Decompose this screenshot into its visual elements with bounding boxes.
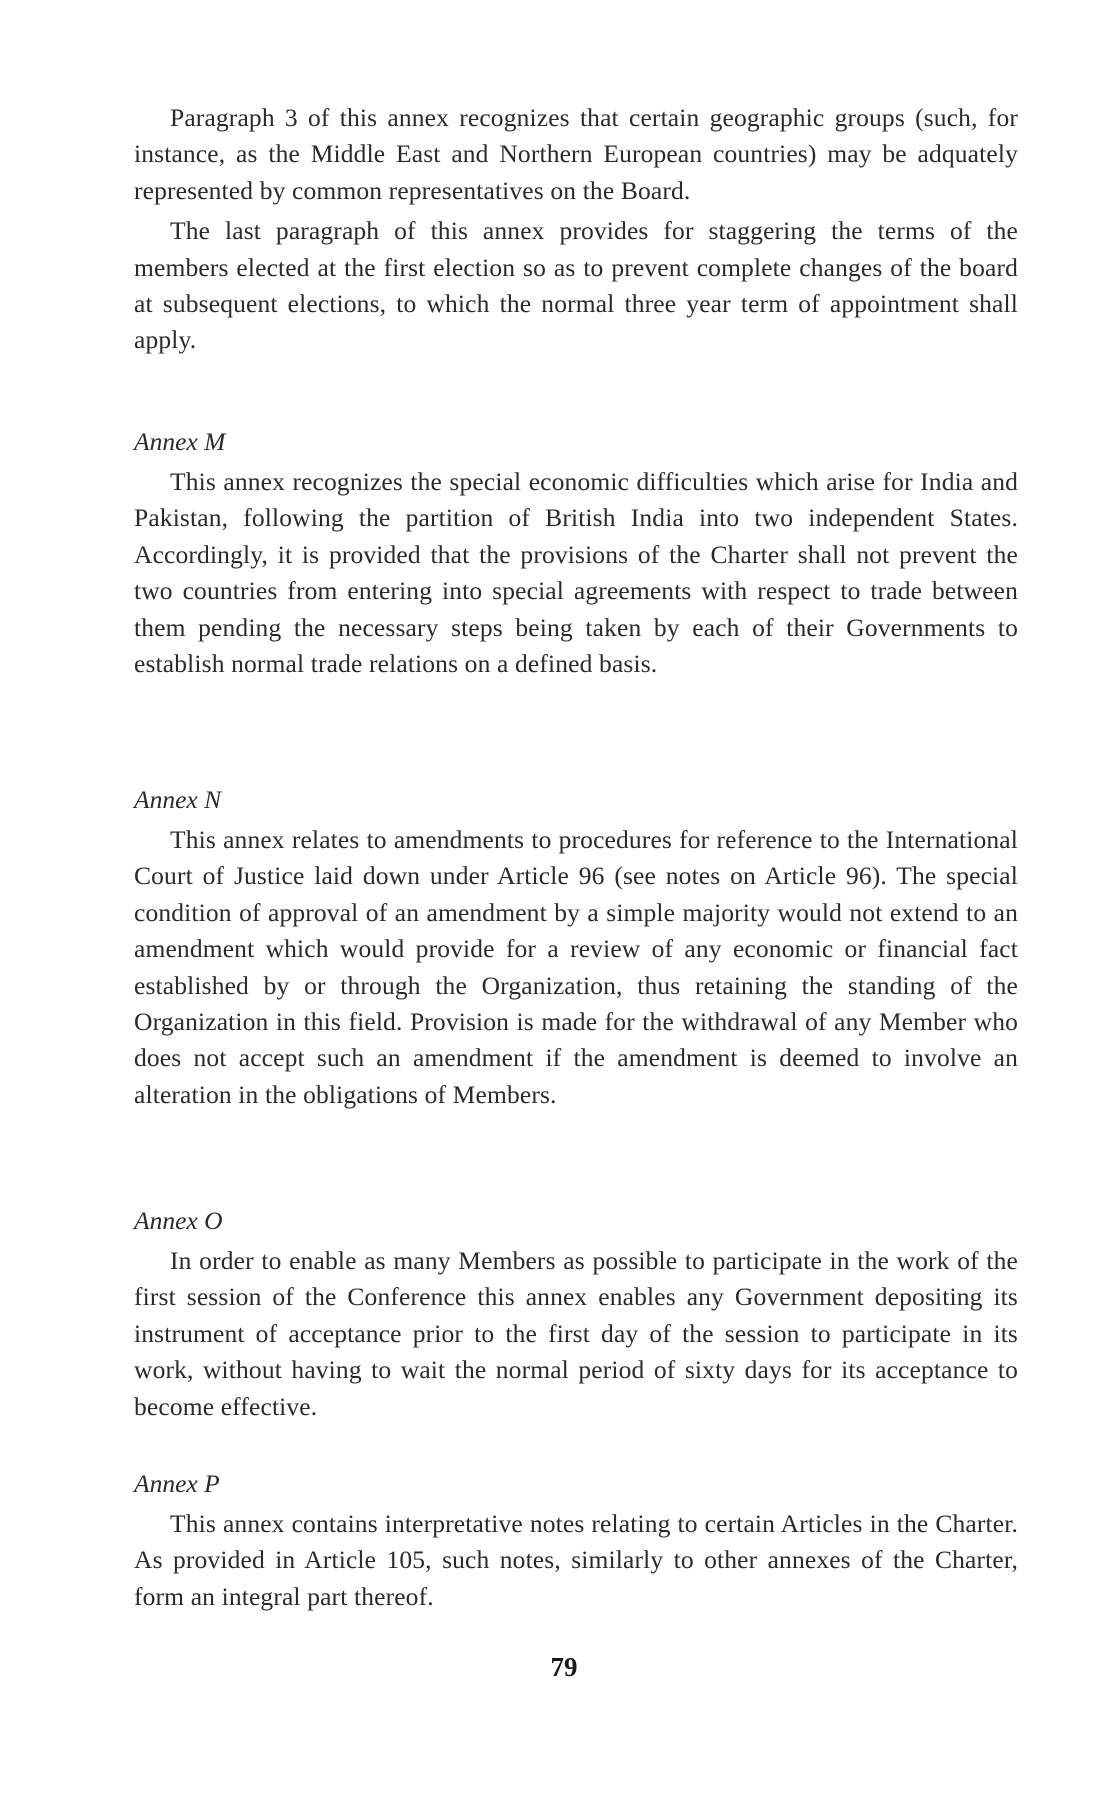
annex-o-heading: Annex O [134,1206,223,1235]
annex-m-section [134,424,1018,682]
annex-o-section [134,1203,1018,1425]
annex-p-text: This annex contains interpretative notes relating to certain Articles in the Charter. As provided in Article 105, such notes, similarly to other annexes of the Charter, form an integral part thereof. [134,1509,1018,1611]
annex-n-heading: Annex N [134,785,222,814]
annex-p-heading: Annex P [134,1469,220,1498]
annex-m-text: This annex recognizes the special economic difficulties which arise for India and Pakistan, following the partition of British India into two independent States. Accordingly, it is provided that the provisions of the Charter shall not prevent the two countries from entering into special agreements with respect to trade between them pending the necessary steps being taken by each of their Governments to establish normal trade relations on a defined basis. [134,467,1018,679]
last-paragraph-note: The last paragraph of this annex provides for staggering the terms of the members elected at the first election so as to prevent complete changes of the board at subsequent elections, to which the normal three year term of appointment shall apply. [134,216,1018,355]
annex-n-section [134,782,1018,1113]
annex-p-section [134,1466,1018,1615]
paragraph-3-note: Paragraph 3 of this annex recognizes that certain geographic groups (such, for instance, as the Middle East and Northern European countries) may be adquately represented by common representatives on the Board. [134,103,1018,205]
annex-m-heading: Annex M [134,427,226,456]
page-number: 79 [550,1652,578,1682]
annex-n-text: This annex relates to amendments to procedures for reference to the International Court of Justice laid down under Article 96 (see notes on Article 96). The special condition of approval of an amendment by a simple majority would not extend to an amendment which would provide for a review of any economic or financial fact established by or through the Organization, thus retaining the standing of the Organization in this field. Provision is made for the withdrawal of any Member who does not accept such an amendment if the amendment is deemed to involve an alteration in the obligations of Members. [134,825,1018,1109]
intro-section [134,100,1018,359]
annex-o-text: In order to enable as many Members as possible to participate in the work of the first session of the Conference this annex enables any Government depositing its instrument of acceptance prior to the first day of the session to participate in its work, without having to wait the normal period of sixty days for its acceptance to become effective. [134,1246,1018,1421]
